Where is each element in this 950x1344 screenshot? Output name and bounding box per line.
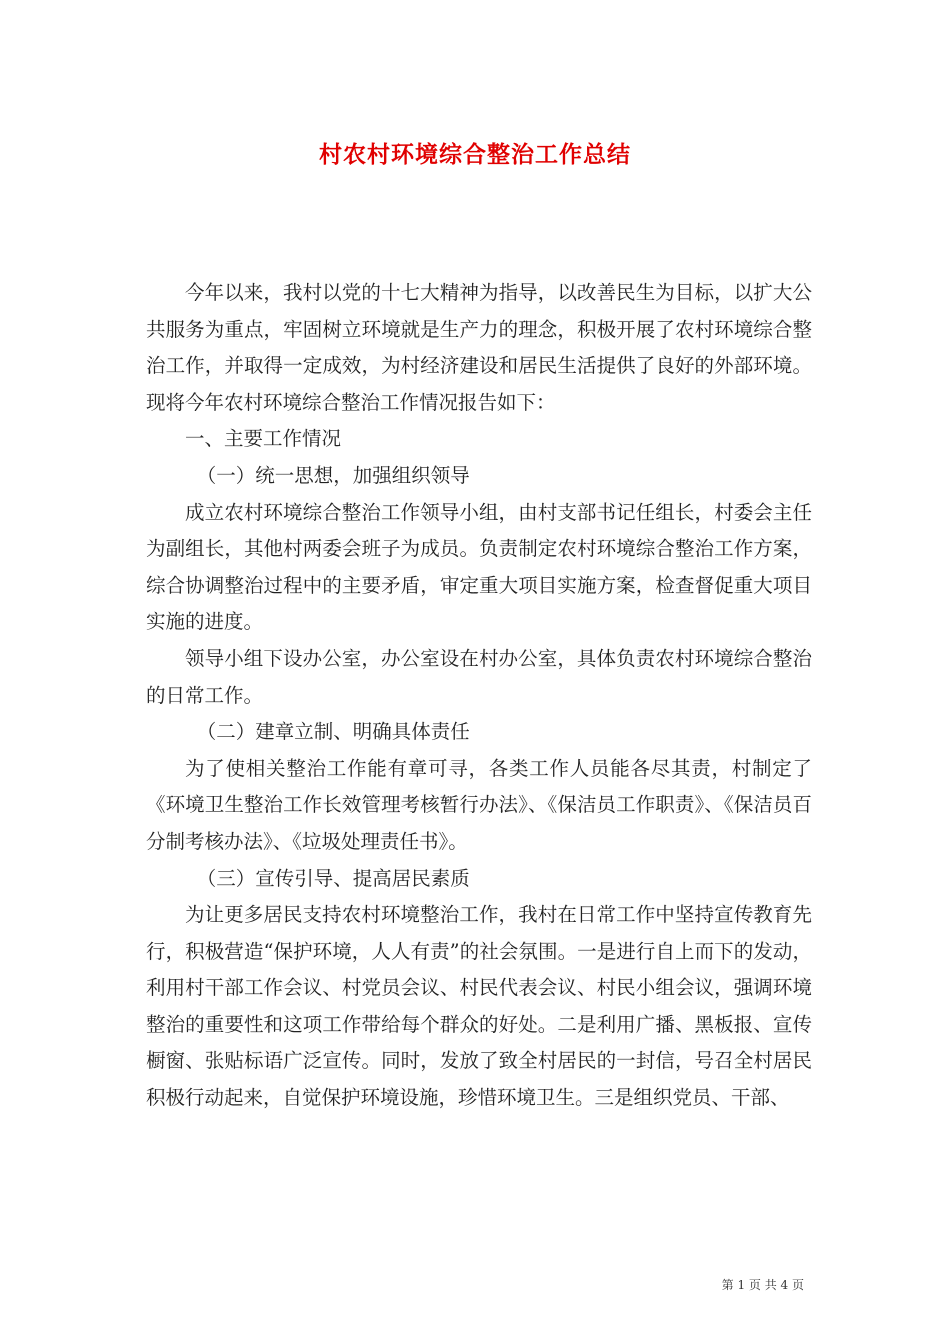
body-paragraph: 领导小组下设办公室，办公室设在村办公室，具体负责农村环境综合整治的日常工作。 (146, 646, 812, 707)
page-number: 第 1 页 共 4 页 (721, 1278, 804, 1292)
document-body (146, 275, 812, 1117)
document-title: 村农村环境综合整治工作总结 (319, 141, 631, 168)
intro-paragraph: 今年以来，我村以党的十七大精神为指导，以改善民生为目标，以扩大公共服务为重点，牢固树立环境就是生产力的理念，积极开展了农村环境综合整治工作，并取得一定成效，为村经济建设和居民生活提供了良好的外部环境。现将今年农村环境综合整治工作情况报告如下： (146, 281, 812, 414)
body-paragraph: 成立农村环境综合整治工作领导小组，由村支部书记任组长，村委会主任为副组长，其他村两委会班子为成员。负责制定农村环境综合整治工作方案，综合协调整治过程中的主要矛盾，审定重大项目实施方案，检查督促重大项目实施的进度。 (146, 500, 812, 634)
section-heading: 一、主要工作情况 (185, 427, 342, 451)
subsection-heading: （一）统一思想，加强组织领导 (196, 463, 470, 487)
body-paragraph: 为让更多居民支持农村环境整治工作，我村在日常工作中坚持宣传教育先行，积极营造“保护环境，人人有责”的社会氛围。一是进行自上而下的发动，利用村干部工作会议、村党员会议、村民代表会议、村民小组会议，强调环境整治的重要性和这项工作带给每个群众的好处。二是利用广播、黑板报、宣传橱窗、张贴标语广泛宣传。同时，发放了致全村居民的一封信，号召全村居民积极行动起来，自觉保护环境设施，珍惜环境卫生。三是组织党员、干部、 (146, 903, 812, 1110)
body-paragraph: 为了使相关整治工作能有章可寻，各类工作人员能各尽其责，村制定了《环境卫生整治工作长效管理考核暂行办法》、《保洁员工作职责》、《保洁员百分制考核办法》、《垃圾处理责任书》。 (146, 756, 812, 853)
subsection-heading: （二）建章立制、明确具体责任 (196, 720, 470, 744)
subsection-heading: （三）宣传引导、提高居民素质 (196, 866, 470, 890)
